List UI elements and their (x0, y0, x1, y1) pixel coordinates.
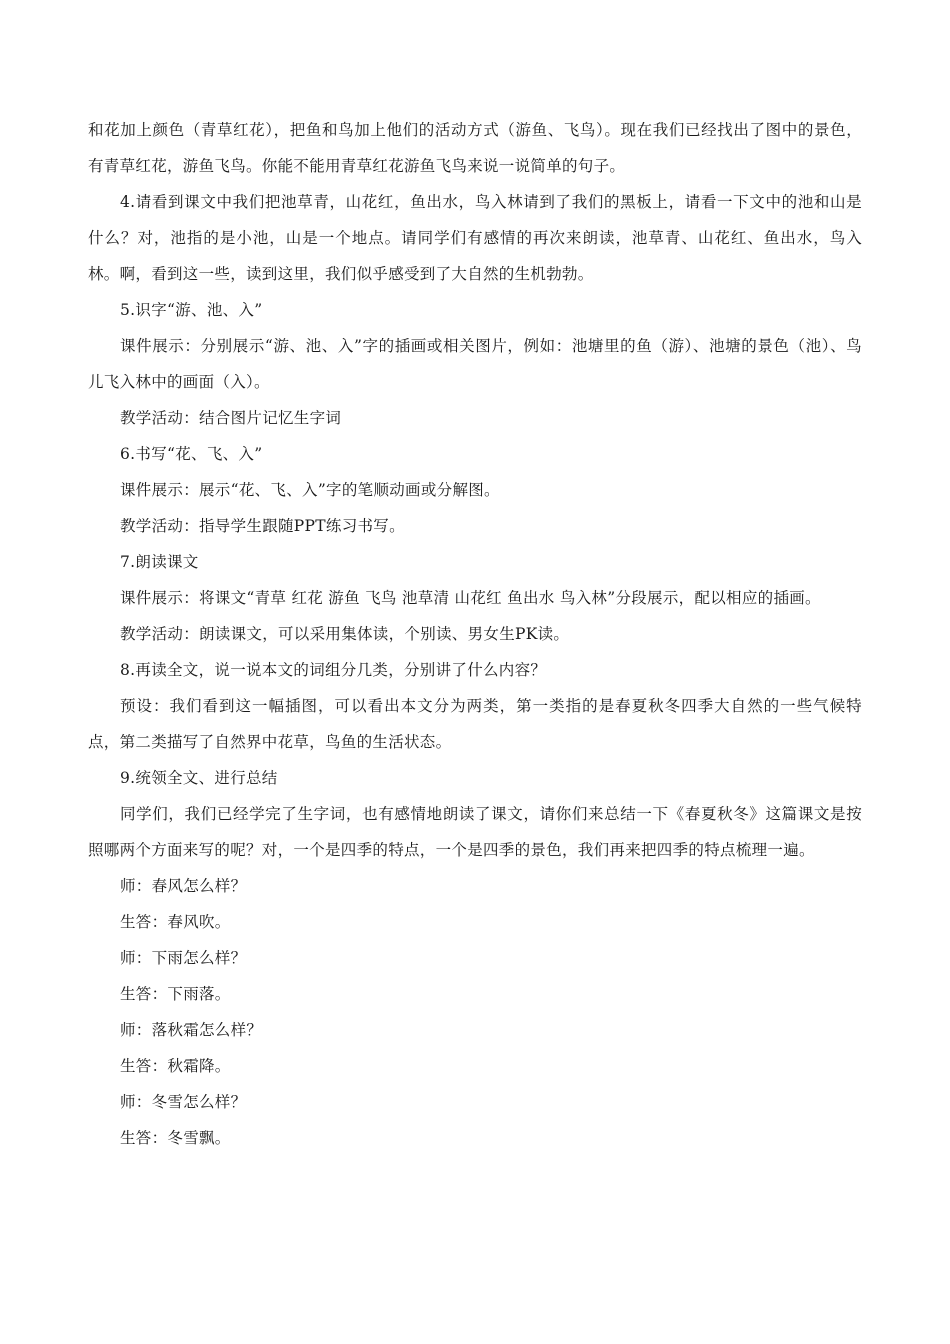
dialogue-student-line: 生答：春风吹。 (120, 913, 231, 931)
dialogue-teacher-line: 师：落秋霜怎么样？ (120, 1021, 263, 1039)
paragraph-activity-7: 教学活动：朗读课文，可以采用集体读，个别读、男女生PK读。 (120, 625, 570, 643)
paragraph-activity-5: 教学活动：结合图片记忆生字词 (120, 409, 342, 427)
heading-step-5: 5.识字“游、池、入” (120, 301, 263, 319)
dialogue-student-line: 生答：冬雪飘。 (120, 1129, 231, 1147)
dialogue-teacher-line: 师：春风怎么样？ (120, 877, 247, 895)
dialogue-teacher-line: 师：冬雪怎么样？ (120, 1093, 247, 1111)
paragraph-courseware-5: 课件展示：分别展示“游、池、入”字的插画或相关图片，例如：池塘里的鱼（游）、池塘的景色（池）、鸟儿飞入林中的画面（入）。 (88, 337, 862, 391)
paragraph-courseware-6: 课件展示：展示“花、飞、入”字的笔顺动画或分解图。 (120, 481, 500, 499)
dialogue-student-line: 生答：秋霜降。 (120, 1057, 231, 1075)
heading-step-7: 7.朗读课文 (120, 553, 199, 571)
paragraph-activity-6: 教学活动：指导学生跟随PPT练习书写。 (120, 517, 405, 535)
paragraph-preset-8: 预设：我们看到这一幅插图，可以看出本文分为两类，第一类指的是春夏秋冬四季大自然的一些气候特点，第二类描写了自然界中花草，鸟鱼的生活状态。 (88, 697, 862, 751)
heading-step-8: 8.再读全文，说一说本文的词组分几类，分别讲了什么内容？ (120, 661, 547, 679)
paragraph-continuation: 和花加上颜色（青草红花），把鱼和鸟加上他们的活动方式（游鱼、飞鸟）。现在我们已经找出了图中的景色，有青草红花，游鱼飞鸟。你能不能用青草红花游鱼飞鸟来说一说简单的句子。 (88, 121, 862, 175)
paragraph-summary-9: 同学们，我们已经学完了生字词，也有感情地朗读了课文，请你们来总结一下《春夏秋冬》这篇课文是按照哪两个方面来写的呢？对，一个是四季的特点，一个是四季的景色，我们再来把四季的特点梳理一遍。 (88, 805, 862, 859)
paragraph-step-4: 4.请看到课文中我们把池草青，山花红，鱼出水，鸟入林请到了我们的黑板上，请看一下文中的池和山是什么？对，池指的是小池，山是一个地点。请同学们有感情的再次来朗读，池草青、山花红、鱼出水，鸟入林。啊，看到这一些，读到这里，我们似乎感受到了大自然的生机勃勃。 (88, 193, 862, 283)
heading-step-9: 9.统领全文、进行总结 (120, 769, 278, 787)
document-page (88, 112, 862, 1156)
heading-step-6: 6.书写“花、飞、入” (120, 445, 263, 463)
dialogue-teacher-line: 师：下雨怎么样？ (120, 949, 247, 967)
dialogue-student-line: 生答：下雨落。 (120, 985, 231, 1003)
paragraph-courseware-7: 课件展示：将课文“青草 红花 游鱼 飞鸟 池草清 山花红 鱼出水 鸟入林”分段展示，配以相应的插画。 (120, 589, 821, 607)
